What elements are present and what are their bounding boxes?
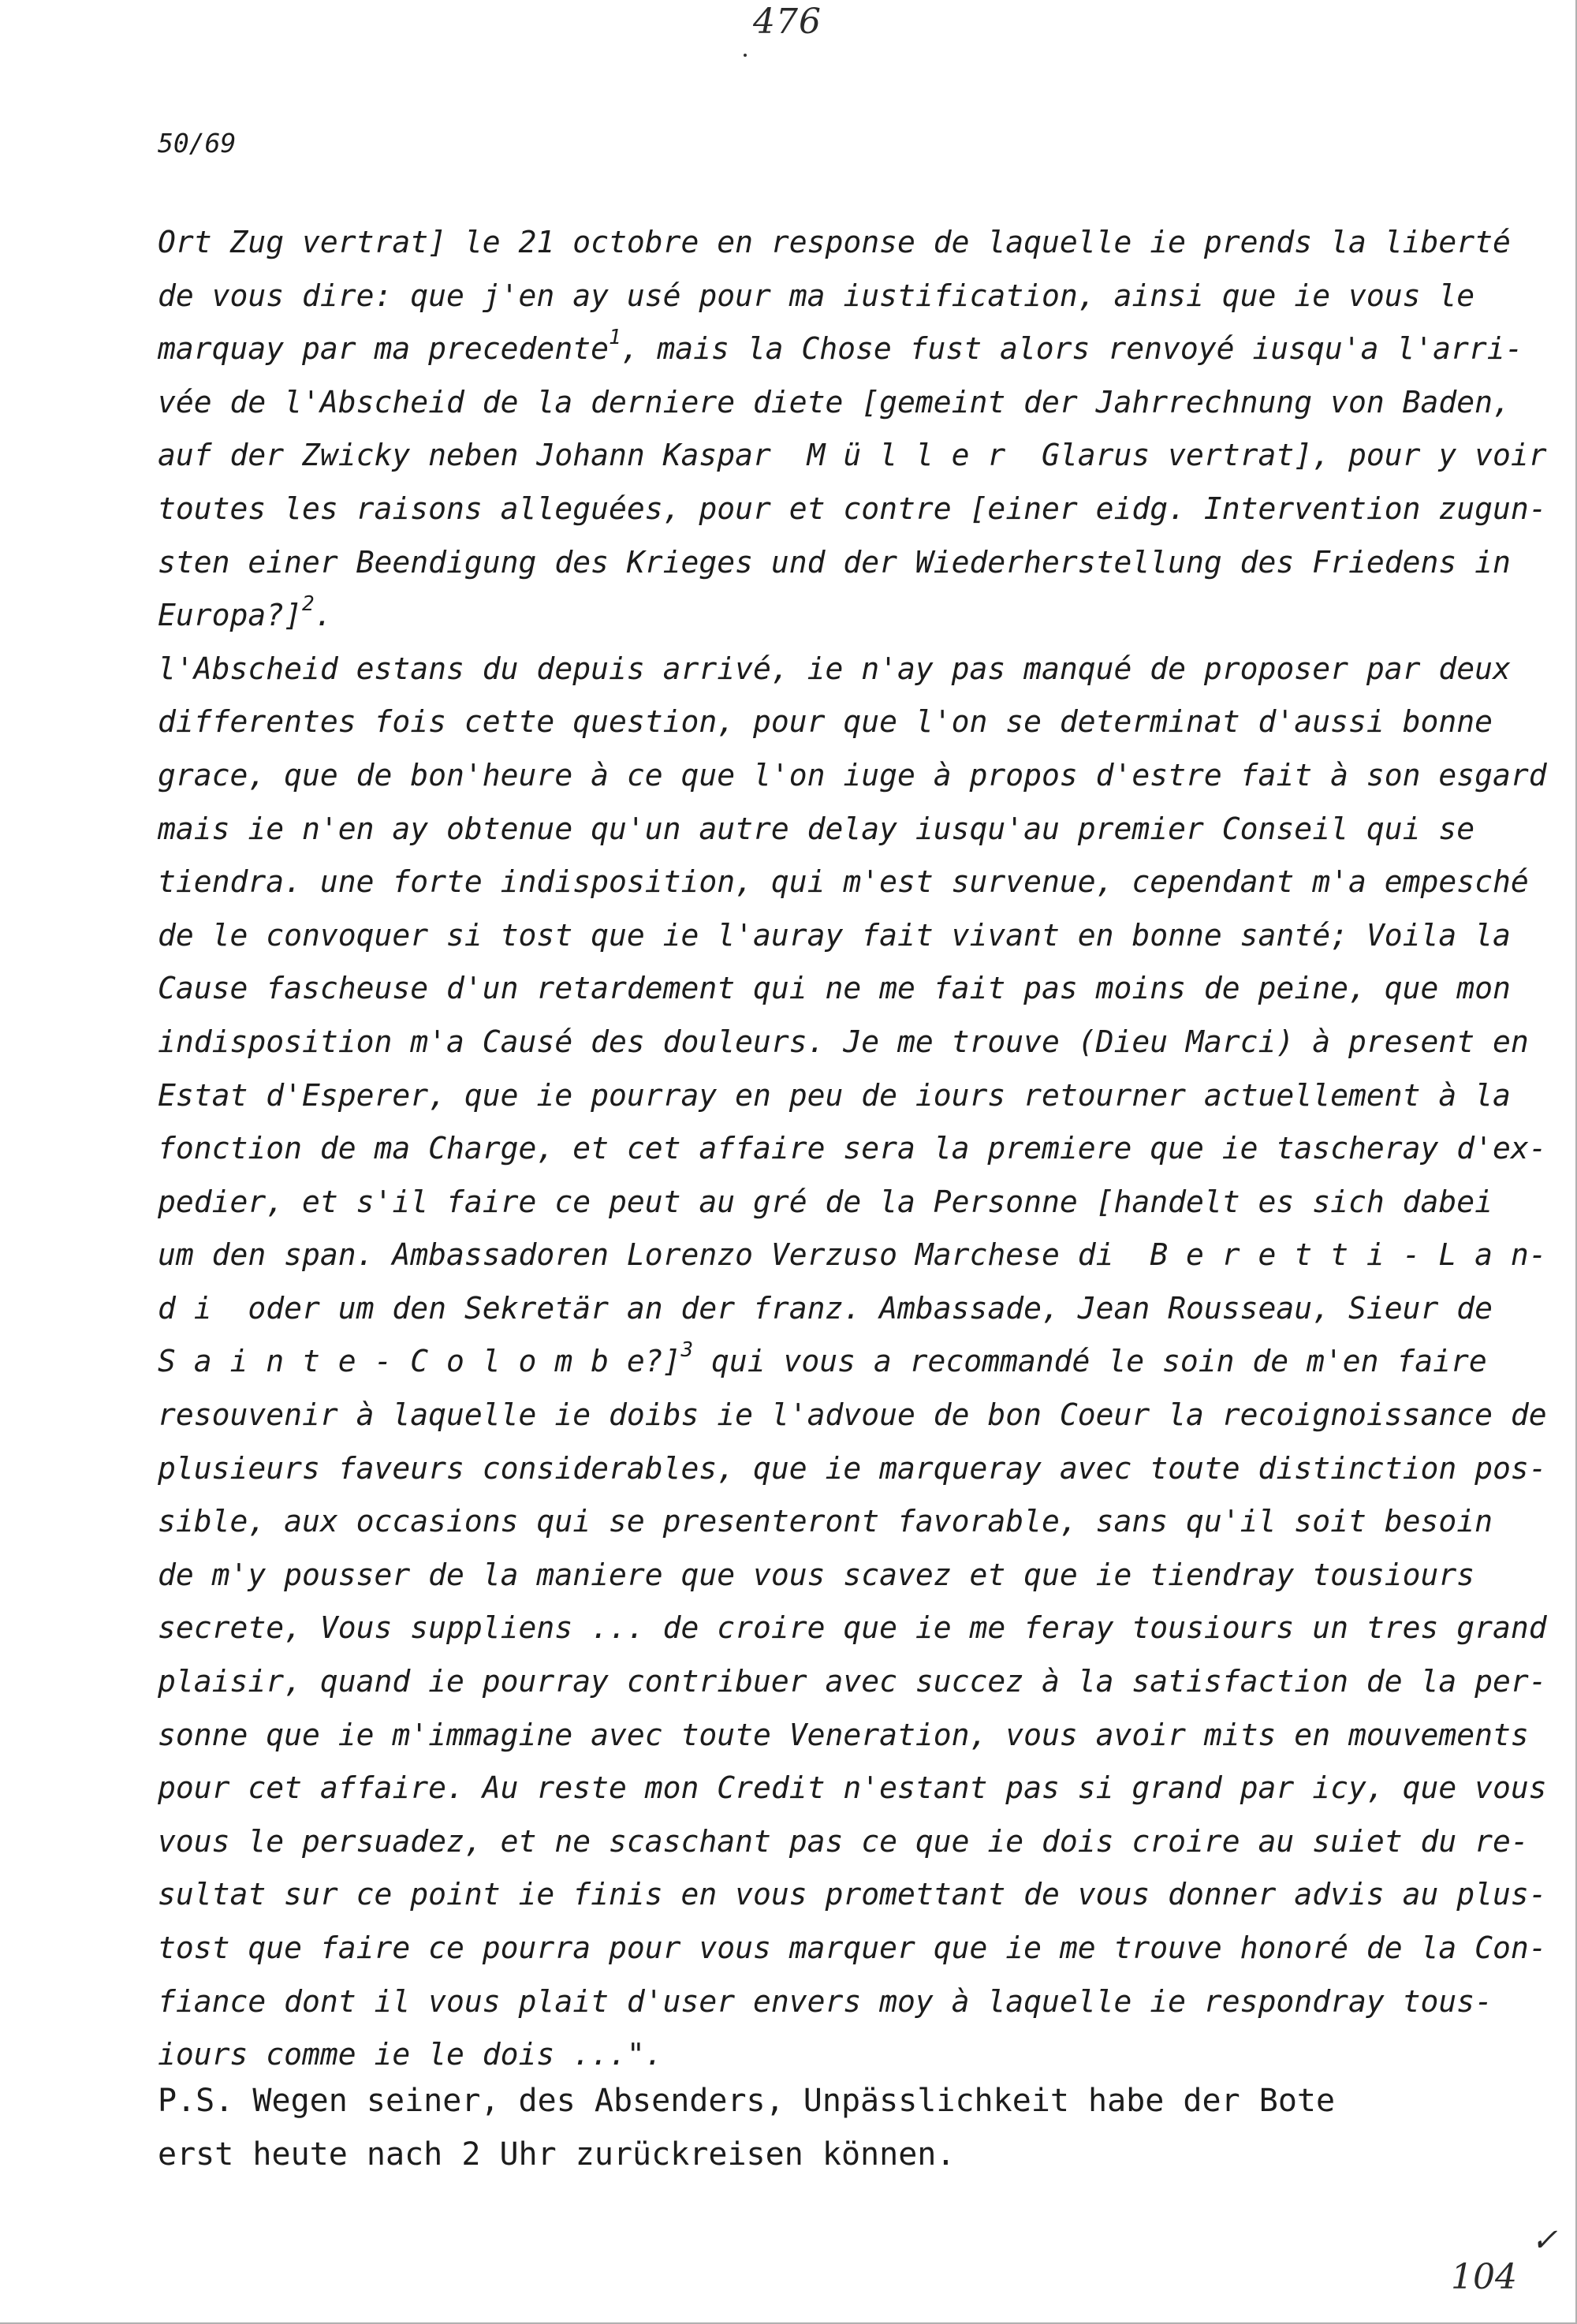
- letter-line: mais ie n'en ay obtenue qu'un autre delay iusqu'au premier Conseil qui se: [158, 811, 1475, 846]
- letter-line-part: qui vous a recommandé le soin de m'en faire: [693, 1344, 1487, 1379]
- footnote-marker-1: 1: [608, 325, 621, 349]
- letter-line: [158, 1335, 1487, 1389]
- letter-body: [158, 216, 1547, 2082]
- letter-line: tiendra. une forte indisposition, qui m'est survenue, cependant m'a empesché: [158, 864, 1529, 900]
- letter-line: d i oder um den Sekretär an der franz. Ambassade, Jean Rousseau, Sieur de: [158, 1290, 1493, 1326]
- letter-line: fonction de ma Charge, et cet affaire sera la premiere que ie tascheray d'ex-: [158, 1131, 1547, 1166]
- letter-line: pour cet affaire. Au reste mon Credit n'estant pas si grand par icy, que vous: [158, 1770, 1547, 1806]
- letter-line: toutes les raisons alleguées, pour et contre [einer eidg. Intervention zugun-: [158, 491, 1547, 526]
- footnote-marker-2: 2: [302, 591, 315, 616]
- letter-line-part: S a i n t e - C o l o m b e?]: [158, 1344, 681, 1379]
- letter-line: iours comme ie le dois ...".: [158, 2037, 663, 2072]
- letter-line: fiance dont il vous plait d'user envers moy à laquelle ie respondray tous-: [158, 1983, 1493, 2019]
- letter-line: Estat d'Esperer, que ie pourray en peu de iours retourner actuellement à la: [158, 1077, 1511, 1113]
- checkmark-icon: ✓: [1531, 2222, 1558, 2259]
- letter-line: um den span. Ambassadoren Lorenzo Verzuso Marchese di B e r e t t i - L a n-: [158, 1237, 1547, 1273]
- footnote-marker-3: 3: [680, 1337, 694, 1362]
- letter-line: sible, aux occasions qui se presenteront favorable, sans qu'il soit besoin: [158, 1504, 1493, 1539]
- letter-line: de le convoquer si tost que ie l'auray fait vivant en bonne santé; Voila la: [158, 917, 1511, 953]
- postscript-line: erst heute nach 2 Uhr zurückreisen können.: [158, 2136, 956, 2173]
- ink-dot-mark: [744, 54, 747, 57]
- postscript: [158, 2074, 1451, 2181]
- letter-line: l'Abscheid estans du depuis arrivé, ie n'ay pas manqué de proposer par deux: [158, 651, 1511, 686]
- letter-line: indisposition m'a Causé des douleurs. Je me trouve (Dieu Marci) à present en: [158, 1024, 1529, 1059]
- letter-line-part: marquay par ma precedente: [158, 331, 609, 367]
- letter-line-part: Europa?]: [158, 598, 303, 633]
- letter-line: resouvenir à laquelle ie doibs ie l'advoue de bon Coeur la recoignoissance de: [158, 1397, 1547, 1433]
- letter-line: sten einer Beendigung des Krieges und der Wiederherstellung des Friedens in: [158, 544, 1511, 580]
- letter-line: plusieurs faveurs considerables, que ie marqueray avec toute distinction pos-: [158, 1450, 1547, 1486]
- letter-line: Ort Zug vertrat] le 21 octobre en response de laquelle ie prends la liberté: [158, 225, 1511, 259]
- letter-line: grace, que de bon'heure à ce que l'on iuge à propos d'estre fait à son esgard: [158, 757, 1547, 793]
- letter-line: sonne que ie m'immagine avec toute Veneration, vous avoir mits en mouvements: [158, 1717, 1529, 1752]
- letter-line: auf der Zwicky neben Johann Kaspar M ü l l e r Glarus vertrat], pour y voir: [158, 438, 1547, 473]
- letter-line: pedier, et s'il faire ce peut au gré de la Personne [handelt es sich dabei: [158, 1184, 1493, 1219]
- letter-line: tost que faire ce pourra pour vous marquer que ie me trouve honoré de la Con-: [158, 1930, 1547, 1965]
- letter-line-part: .: [314, 598, 333, 633]
- handwritten-page-number: 476: [753, 2, 822, 42]
- letter-line: differentes fois cette question, pour que l'on se determinat d'aussi bonne: [158, 704, 1493, 740]
- letter-line: [158, 323, 1523, 376]
- letter-line: vée de l'Abscheid de la derniere diete [gemeint der Jahrrechnung von Baden,: [158, 384, 1511, 420]
- letter-line: sultat sur ce point ie finis en vous promettant de vous donner advis au plus-: [158, 1877, 1547, 1912]
- letter-line-part: , mais la Chose fust alors renvoyé iusqu'a l'arri-: [621, 331, 1523, 367]
- letter-line: secrete, Vous suppliens ... de croire que ie me feray tousiours un tres grand: [158, 1610, 1547, 1646]
- postscript-line: P.S. Wegen seiner, des Absenders, Unpässlichkeit habe der Bote: [158, 2083, 1336, 2119]
- letter-line: de m'y pousser de la maniere que vous scavez et que ie tiendray tousiours: [158, 1557, 1475, 1592]
- letter-line: de vous dire: que j'en ay usé pour ma iustification, ainsi que ie vous le: [158, 278, 1475, 313]
- letter-line: [158, 589, 1451, 643]
- letter-line: Cause fascheuse d'un retardement qui ne me fait pas moins de peine, que mon: [158, 971, 1511, 1006]
- handwritten-folio-number: 104: [1451, 2257, 1517, 2297]
- letter-line: plaisir, quand ie pourray contribuer avec succez à la satisfaction de la per-: [158, 1664, 1547, 1699]
- letter-line: vous le persuadez, et ne scaschant pas ce que ie dois croire au suiet du re-: [158, 1823, 1529, 1859]
- document-reference: 50/69: [158, 128, 237, 159]
